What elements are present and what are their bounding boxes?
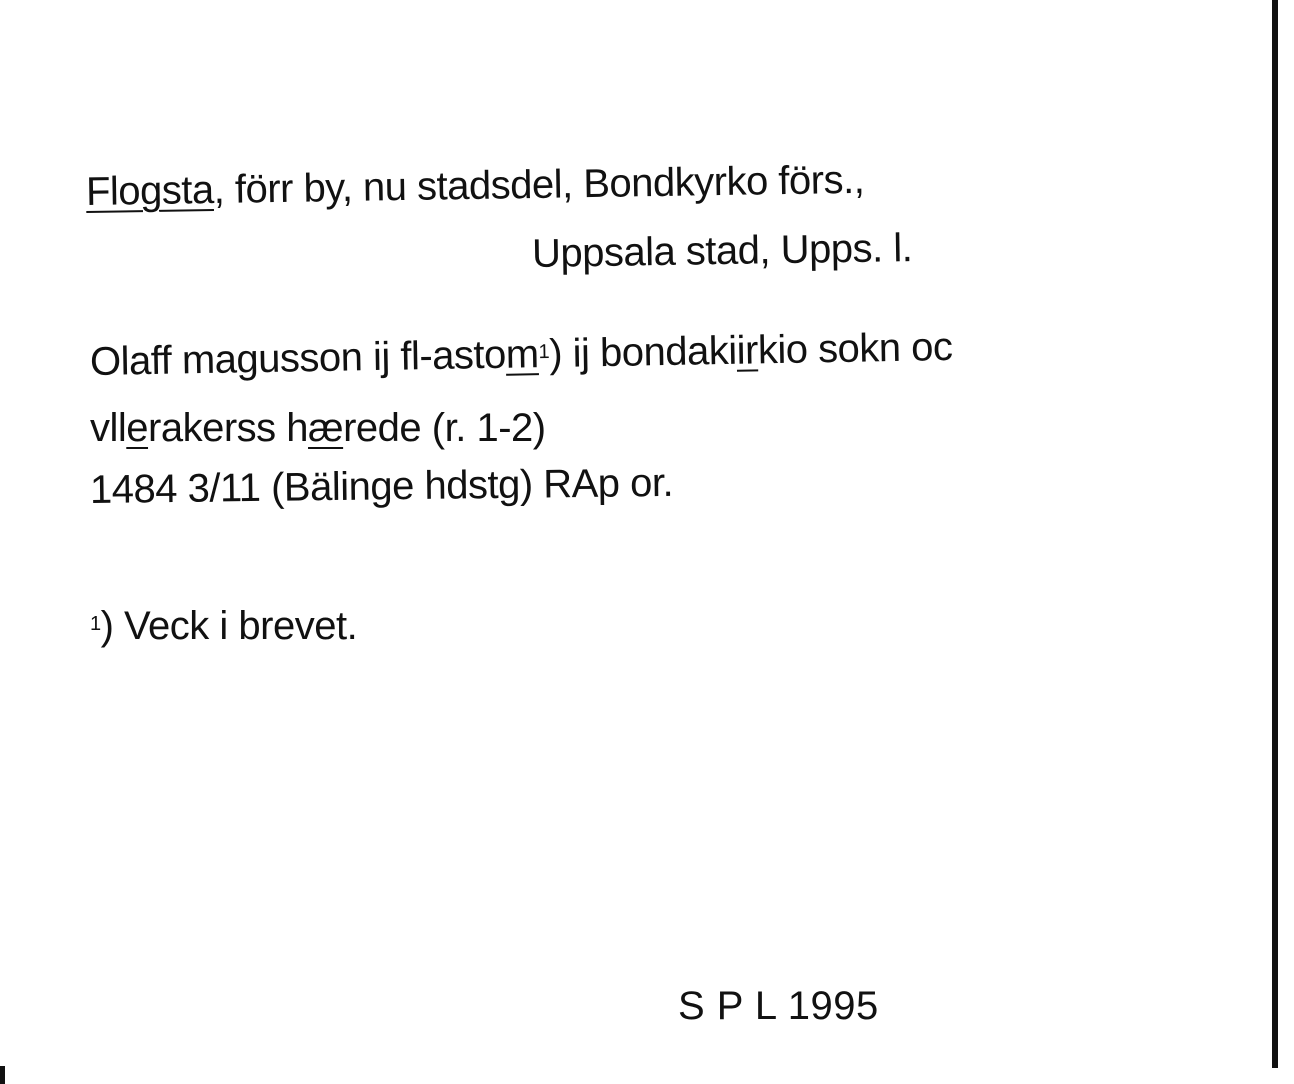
quote-line-1: Olaff magusson ij fl-astom$^1$) ij bondakiirkio sokn oc [89,324,953,384]
footnote [90,602,357,650]
footnote-text: ) Veck i brevet. [100,604,358,648]
source-reference: 1484 3/11 (Bälinge hdstg) RAp or. [89,460,674,512]
footnote-reference: 1 [538,340,550,364]
heading-description: , förr by, nu stadsdel, Bondkyrko förs., [213,157,865,212]
heading-line-1 [86,156,865,216]
quote-line-2: vllerakerss hærede (r. 1-2) [90,406,546,450]
footnote-mark: 1 [90,613,101,635]
card-edge-mark [0,1066,5,1084]
signature: S P L 1995 [678,984,879,1028]
heading-line-2: Uppsala stad, Upps. l. [531,226,913,276]
place-name: Flogsta [85,167,215,214]
card-edge-right [1272,0,1278,1068]
